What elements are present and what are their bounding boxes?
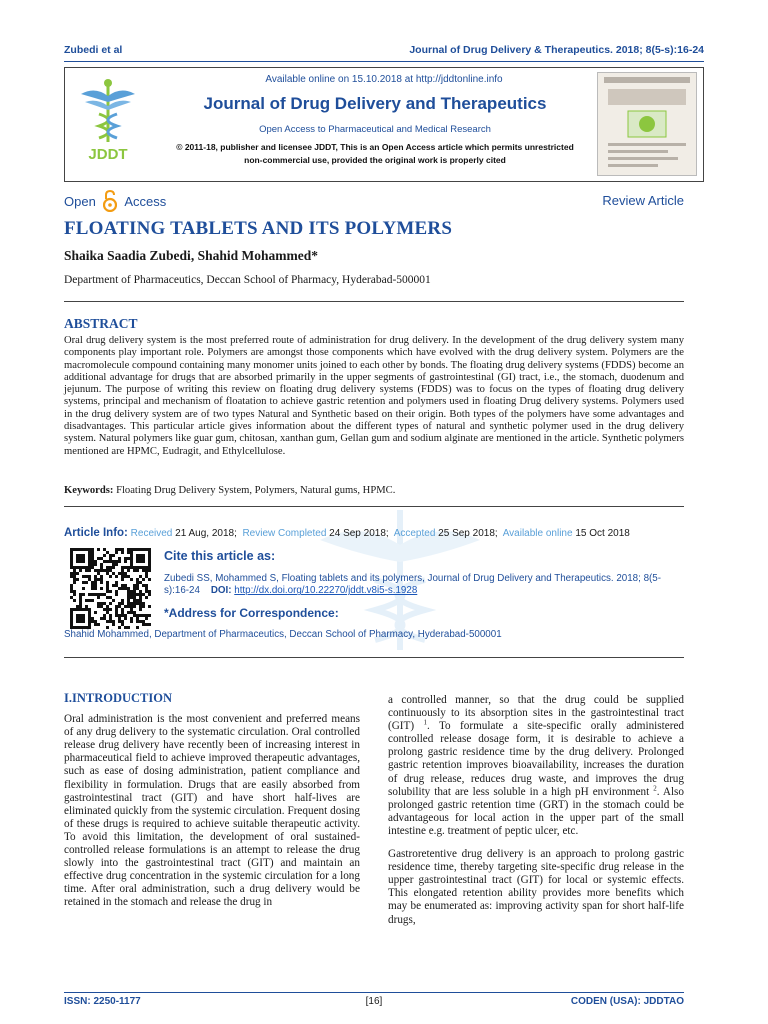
right-paragraph-1-part-a: a controlled manner, so that the drug could be supplied continuously to its absorption sites in the gastrointestinal tract (GIT) (388, 694, 684, 733)
received-label: Received (130, 528, 173, 539)
keywords-label: Keywords: (64, 485, 114, 496)
journal-subtitle: Open Access to Pharmaceutical and Medical Research (259, 124, 491, 135)
online-label: Available online (502, 528, 573, 539)
reference-1: 1 (423, 718, 427, 727)
abstract-text: Oral drug delivery system is the most preferred route of administration for drug delivery. In the development of the drug delivery system many components play important role. Polymers are amongst those components which have evolved with the drug delivery system. Polymers are the macromolecule compound containing many monomer units joined to each other by bonds. The floating drug delivery systems (FDDS) become an additional advantage for drugs that are absorbed primarily in the upper segments of gastrointestinal (GI) tract, i.e., the stomach, duodenum and jejunum. The purpose of writing this review on floating drug delivery systems (FDDS) was to focus on the types of floating drug delivery systems, principal and mechanism of floatation to achieve gastric retention and polymers used in floating Drug delivery systems. Polymers used in the drug delivery system are of two types Natural and Synthetic based on their origin. Both types of the polymers have some advantages and disadvantages. This particular article gives information about the different types of natural and synthetic polymer used in the drug delivery system. Natural polymers like guar gum, chitosan, xanthan gum, Gellan gum and sodium alginate are mentioned in the article. Synthetic polymers mentioned are HPMC, Eudragit, and Ethylcellulose. (64, 335, 684, 457)
author-affiliation: Department of Pharmaceutics, Deccan School of Pharmacy, Hyderabad-500001 (64, 274, 431, 286)
article-info-label: Article Info: (64, 527, 128, 539)
title-rule (64, 301, 684, 302)
right-paragraph-1 (388, 694, 684, 838)
correspondence-rule (64, 657, 684, 658)
page-footer (64, 996, 684, 1010)
citation (164, 573, 684, 598)
article-info (64, 527, 630, 539)
online-date: 15 Oct 2018 (575, 528, 630, 539)
review-label: Review Completed (242, 528, 327, 539)
right-paragraph-2: Gastroretentive drug delivery is an approach to prolong gastric residence time, thereby targeting site-specific drug release in the upper gastrointestinal tract (GIT) for local or systemic effects. This elongated retention ability provides more benefits which may be enumerated as: improving activity span for short half-life drugs, (388, 848, 684, 926)
accepted-date: 25 Sep 2018; (438, 528, 498, 539)
paper-title: FLOATING TABLETS AND ITS POLYMERS (64, 218, 453, 239)
keywords-rule (64, 506, 684, 507)
footer-page-number: [16] (365, 996, 383, 1007)
journal-cover-thumbnail (597, 72, 697, 176)
right-paragraph-1-part-b: . To formulate a site-specific orally administered controlled release dosage form, it is desirable to achieve a prolong gastric residence time by the drug delivery. Prolonged gastric retention improves bioavailability, increases the duration of drug release, reduces drug waste, and improves the drug solubility that are less soluble in a high pH environment (388, 720, 685, 798)
doi-link[interactable]: http://dx.doi.org/10.22270/jddt.v8i5-s.1928 (234, 585, 418, 597)
open-lock-icon (103, 190, 117, 215)
copyright-notice (165, 141, 585, 166)
body-column-right (388, 694, 684, 927)
journal-title: Journal of Drug Delivery and Therapeutics (203, 94, 547, 113)
open-access-word-open: Open (64, 193, 96, 209)
open-access-word-access: Access (124, 193, 167, 209)
citation-text: Zubedi SS, Mohammed S, Floating tablets and its polymers, Journal of Drug Delivery and Therapeutics. 2018; 8(5-s):16-24 (164, 573, 661, 597)
keywords-value: Floating Drug Delivery System, Polymers, Natural gums, HPMC. (116, 485, 396, 496)
footer-issn: ISSN: 2250-1177 (64, 996, 141, 1007)
cover-image (598, 73, 696, 175)
jddt-logo (73, 76, 143, 171)
section-heading-introduction: I.INTRODUCTION (64, 691, 173, 705)
accepted-label: Accepted (393, 528, 436, 539)
correspondence-heading: *Address for Correspondence: (164, 606, 339, 620)
qr-code-icon (66, 548, 156, 630)
footer-coden: CODEN (USA): JDDTAO (570, 996, 684, 1007)
cite-heading: Cite this article as: (164, 549, 276, 563)
running-header-journal: Journal of Drug Delivery & Therapeutics. 2018; 8(5-s):16-24 (409, 44, 704, 56)
correspondence-text: Shahid Mohammed, Department of Pharmaceutics, Deccan School of Pharmacy, Hyderabad-500001 (64, 629, 502, 640)
footer-rule (64, 992, 684, 993)
open-access-badge (64, 190, 166, 214)
left-paragraph-1: Oral administration is the most convenient and preferred means of any drug delivery to the systematic circulation. Oral controlled release drug delivery have recently been of increasing interest in pharmaceutical field to achieve improved therapeutic advantages, such as ease of dosing administration, patient compliance and flexibility in formulation. Drugs that are easily absorbed from gastrointestinal tract (GIT) and have short half-lives are eliminated quickly from the systemic circulation. Frequent dosing of these drugs is required to achieve suitable therapeutic activity. To avoid this limitation, the development of oral sustained-controlled release formulations is an attempt to release the drug slowly into the gastrointestinal tract (GIT) and maintain an effective drug concentration in the systemic circulation for a long time. After oral administration, such a drug delivery would be retained in the stomach and release the drug in (64, 713, 360, 909)
keywords (64, 485, 684, 496)
abstract-heading: ABSTRACT (64, 316, 138, 331)
header-rule (64, 61, 704, 62)
paper-authors: Shaika Saadia Zubedi, Shahid Mohammed* (64, 248, 318, 263)
journal-masthead (64, 67, 704, 182)
copyright-line-1: © 2011-18, publisher and licensee JDDT, This is an Open Access article which permits unrestricted (176, 142, 574, 152)
running-header (64, 44, 704, 60)
running-header-author: Zubedi et al (64, 44, 123, 56)
copyright-line-2: non-commercial use, provided the original work is properly cited (244, 154, 506, 165)
body-column-left (64, 692, 360, 910)
doi-label: DOI: (210, 585, 232, 597)
availability-line: Available online on 15.10.2018 at http://jddtonline.info (265, 74, 503, 85)
received-date: 21 Aug, 2018; (175, 528, 237, 539)
article-type: Review Article (602, 193, 684, 208)
right-paragraph-1-part-c: . Also prolonged gastric retention time (GRT) in the stomach could be advantageous for local action in the upper part of the small intestine e.g. treatment of peptic ulcer, etc. (388, 785, 684, 837)
reference-2: 2 (653, 783, 657, 792)
review-date: 24 Sep 2018; (329, 528, 389, 539)
logo-text: JDDT (88, 146, 128, 163)
